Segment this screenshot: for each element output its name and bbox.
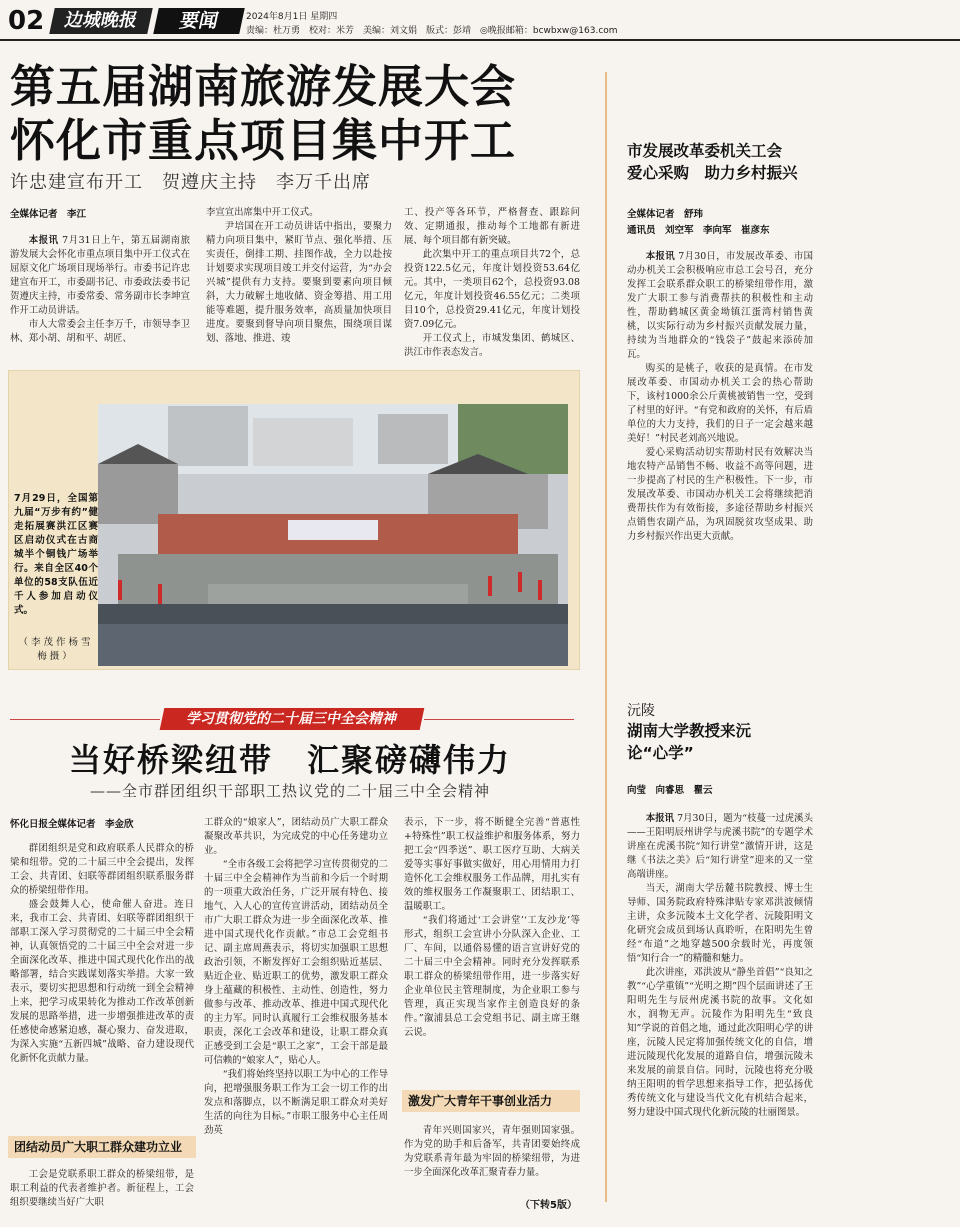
story-paragraph: 表示，下一步，将不断健全完善“普惠性+特殊性”职工权益维护和服务体系，努力把工会“四季送”、职工医疗互助、大病关爱等实事好事做实做好，用心用情用力打造怀化工会维权服务工作品牌，用扎实有效的维权服务工作凝聚职工、团结职工、温暖职工。 (404, 817, 580, 912)
lead-headline (10, 60, 570, 168)
event-photo (98, 404, 568, 666)
lead-column-1 (10, 234, 190, 346)
right-story-1-headline (627, 140, 827, 184)
lead-paragraph: 李宣宣出席集中开工仪式。 (206, 207, 319, 218)
page-number: 02 (8, 6, 45, 36)
lead-dateline: 本报讯 (28, 235, 59, 246)
lead-headline-line1: 第五届湖南旅游发展大会 (10, 60, 517, 113)
lead-paragraph: 工、投产等各环节，严格督查、跟踪问效、定期通报，推动每个工地都有新进展、每个项目都有新突破。 (404, 207, 580, 246)
story-headline: 当好桥梁纽带 汇聚磅礴伟力 (68, 741, 511, 779)
right-story-2-kicker: 沅陵 (627, 703, 655, 719)
story-column-1-continued (10, 1168, 194, 1210)
story-paragraph: 购买的是桃子，收获的是真情。在市发展改革委、市国动办机关工会的热心帮助下，该村1000余公斤黄桃被销售一空，受到了村里的好评。“有党和政府的关怀，有后盾单位的大力支持，我们的日子一定会越来越美好！”村民老刘高兴地说。 (627, 363, 813, 444)
section-label: 要闻 (153, 8, 245, 34)
headline-line: 论“心学” (627, 744, 694, 762)
story-paragraph: “我们将始终坚持以职工为中心的工作导向，把增强服务职工作为工会一切工作的出发点和落脚点，以不断满足职工群众对美好生活的向往为目标。”市职工服务中心主任周劲英 (204, 1069, 388, 1136)
lead-paragraph: 尹培国在开工动员讲话中指出，要聚力精力向项目集中，紧盯节点、强化举措、压实责任，倒排工期、挂图作战，全力以赴按计划要求实现项目竣工并交付运营，为“办会兴城”提供有力支持。要聚到要素向项目倾斜，大力破解土地收储、资金筹措、用工用能等难题，提升服务效率，高质量加快项目进度。要聚到督导向项目聚焦，围绕项目谋划、落地、推进、竣 (206, 221, 392, 344)
story-paragraph: 群团组织是党和政府联系人民群众的桥梁和纽带。党的二十届三中全会提出，发挥工会、共青团、妇联等群团组织联系服务群众的桥梁纽带作用。 (10, 843, 194, 896)
right-story-1-byline-2: 通讯员 刘空军 李向军 崔彦东 (627, 225, 770, 236)
editor-credits: 责编：杜万勇 校对：米芳 美编：刘文娟 版式：彭靖 ◎晚报邮箱：bcwbxw@163.com (246, 26, 618, 36)
lead-headline-line2: 怀化市重点项目集中开工 (10, 114, 517, 167)
story-column-3-continued (404, 1124, 580, 1180)
story-subhead: 激发广大青年干事创业活力 (402, 1090, 580, 1112)
continued-note: （下转5版） (520, 1200, 577, 1211)
story-subhead: 团结动员广大职工群众建功立业 (8, 1136, 196, 1158)
story-subheadline: ——全市群团组织干部职工热议党的二十届三中全会精神 (89, 782, 490, 800)
story-paragraph: 工会是党联系职工群众的桥梁纽带，是职工利益的代表者维护者。新征程上，工会组织要继续当好广大职 (10, 1169, 194, 1208)
date-line: 2024年8月1日 星期四 (246, 12, 338, 22)
story-byline: 怀化日报全媒体记者 李金欣 (10, 819, 134, 830)
lead-paragraph: 市人大常委会主任李万千，市领导李卫林、郑小胡、胡和平、胡匠、 (10, 319, 190, 344)
dateline-lead: 本报讯 (645, 813, 675, 824)
dateline-lead: 本报讯 (645, 251, 675, 262)
topic-banner: 学习贯彻党的二十届三中全会精神 (160, 708, 425, 730)
story-paragraph: 此次讲座，邓洪波从“静坐首倡”“良知之教”“心学重镇”“光明之期”四个层面讲述了王阳明先生与辰州虎溪书院的故事。文化如水，润物无声。沅陵作为阳明先生“致良知”学说的首倡之地，通过此次阳明心学的讲座，沅陵人民定将加强传统文化的自信，增进沅陵现代化发展的道路自信，增强沅陵未来发展的前景自信。同时，沅陵也将充分吸纳王阳明的哲学思想来指导工作，把弘扬优秀传统文化与建设当代文化有机结合起来，努力建设中国式现代化新沅陵的壮丽图景。 (627, 967, 813, 1118)
headline-line: 市发展改革委机关工会 (627, 142, 783, 160)
right-story-2-body (627, 812, 813, 1120)
right-story-2-headline (627, 720, 797, 764)
column-divider (605, 72, 607, 1202)
masthead-rule (0, 39, 960, 41)
lead-paragraph: 7月31日上午，第五届湖南旅游发展大会怀化市重点项目集中开工仪式在屈原文化广场项目现场举行。市委书记许忠建宣布开工，市委副书记、市委政法委书记贺遵庆主持，市委常委、常务副市长李坤宣作开工动员讲话。 (10, 235, 190, 316)
story-paragraph: 工群众的“娘家人”，团结动员广大职工群众凝聚改革共识，为完成党的中心任务建功立业。 (204, 817, 388, 856)
banner-rule (424, 719, 574, 720)
story-column-3 (404, 816, 580, 1040)
story-paragraph: 7月30日，市发展改革委、市国动办机关工会积极响应市总工会号召，充分发挥工会联系群众职工的桥梁纽带作用，激发广大职工参与消费帮扶的积极性和主动性，帮助鹤城区黄金坳镇江蛋湾村销售黄桃，以实际行动为乡村振兴贡献发展力量，持续为当地群众的“钱袋子”鼓起来添砖加瓦。 (627, 251, 813, 360)
story-paragraph: 当天，湖南大学岳麓书院教授、博士生导师、国务院政府特殊津贴专家邓洪波倾情主讲，众多沅陵本土文化学者、沅陵阳明文化研究会成员到场认真聆听，在阳明先生曾经“布道”之地穿越500余载时光，再度领悟“知行合一”的精髓和魅力。 (627, 883, 813, 964)
story-paragraph: 7月30日，题为“枝蔓一过虎溪头——王阳明辰州讲学与虎溪书院”的专题学术讲座在虎溪书院“知行讲堂”激情开讲，这是继《书法之美》后“知行讲堂”迎来的又一堂高端讲座。 (627, 813, 813, 880)
story-column-1 (10, 842, 194, 1066)
story-paragraph: 爱心采购活动切实帮助村民有效解决当地农特产品销售不畅、收益不高等问题，进一步提高了村民的生产积极性。下一步，市发展改革委、市国动办机关工会将继续把消费帮扶作为有效衔接，多途径帮助乡村振兴点销售农副产品，为巩固脱贫攻坚成果、助力乡村振兴作出更大贡献。 (627, 447, 813, 542)
story-paragraph: 盛会鼓舞人心，使命催人奋进。连日来，我市工会、共青团、妇联等群团组织干部职工深入学习贯彻党的二十届三中全会精神，认真领悟党的二十届三中全会对进一步全面深化改革、推进中国式现代化作出的战略部署，结合实践谋划落实举措。大家一致表示，要切实把思想和行动统一到全会精神上来，把学习成果转化为推动工作改革创新发展的思路举措，进一步增强推进改革的责任感使命感紧迫感，凝心聚力、奋发进取，为深入实施“五新四城”战略、奋力建设现代化新怀化贡献力量。 (10, 899, 194, 1064)
headline-line: 湖南大学教授来沅 (627, 722, 752, 740)
lead-paragraph: 开工仪式上，市城发集团、鹤城区、洪江市作表态发言。 (404, 333, 580, 358)
story-paragraph: “全市各级工会将把学习宣传贯彻党的二十届三中全会精神作为当前和今后一个时期的一项重大政治任务，广泛开展有特色、接地气、入人心的宣传宣讲活动，团结动员全市广大职工群众为进一步全面深化改革、推进中国式现代化作贡献。”市总工会党组书记、副主席周燕表示，将切实加强职工思想政治引领，不断发挥好工会组织贴近基层、贴近企业、贴近职工的优势，激发职工群众身上蕴藏的积极性、主动性、创造性，努力做参与改革、推动改革、推进中国式现代化的主力军。同时认真履行工会维权服务基本职责，深化工会改革和建设，让职工群众真正感受到工会是“职工之家”，工会干部是最可信赖的“娘家人”，贴心人。 (204, 859, 388, 1066)
photo-credit: （李茂作杨雪梅摄） (18, 637, 94, 662)
lead-byline: 全媒体记者 李江 (10, 209, 87, 220)
lead-column-3 (404, 206, 580, 360)
lead-paragraph: 此次集中开工的重点项目共72个，总投资122.5亿元，年度计划投资53.64亿元。其中，一类项目62个，总投资93.08亿元，年度计划投资46.55亿元；二类项目10个，总投资29.41亿元，年度计划投资7.09亿元。 (404, 249, 580, 330)
banner-rule (10, 719, 160, 720)
photo-caption: 7月29日，全国第九届“万步有约”健走拓展赛洪江区赛区启动仪式在古商城半个铜钱广场举行。来自全区40个单位的58支队伍近千人参加启动仪式。 (14, 493, 98, 616)
story-paragraph: “我们将通过‘工会讲堂’‘工友沙龙’等形式，组织工会宣讲小分队深入企业、工厂、车间，以通俗易懂的语言宣讲好党的二十届三中全会精神。同时充分发挥联系职工群众的桥梁纽带作用，进一步落实好企业单位民主管理制度，为企业职工参与管理，真正实现当家作主创造良好的条件。”溆浦县总工会党组书记、副主席王继云说。 (404, 915, 580, 1038)
right-story-2-byline: 向莹 向睿思 瞿云 (627, 785, 713, 796)
right-story-1-byline: 全媒体记者 舒玮 (627, 209, 704, 220)
headline-line: 爱心采购 助力乡村振兴 (627, 164, 798, 182)
lead-subheadline: 许忠建宣布开工 贺遵庆主持 李万千出席 (10, 172, 371, 193)
paper-name-logo: 边城晚报 (49, 8, 153, 34)
lead-column-2 (206, 206, 392, 346)
story-paragraph: 青年兴则国家兴，青年强则国家强。作为党的助手和后备军，共青团要始终成为党联系青年最为牢固的桥梁纽带，为进一步全面深化改革汇聚青春力量。 (404, 1125, 580, 1178)
right-story-1-body (627, 250, 813, 544)
story-column-2 (204, 816, 388, 1138)
